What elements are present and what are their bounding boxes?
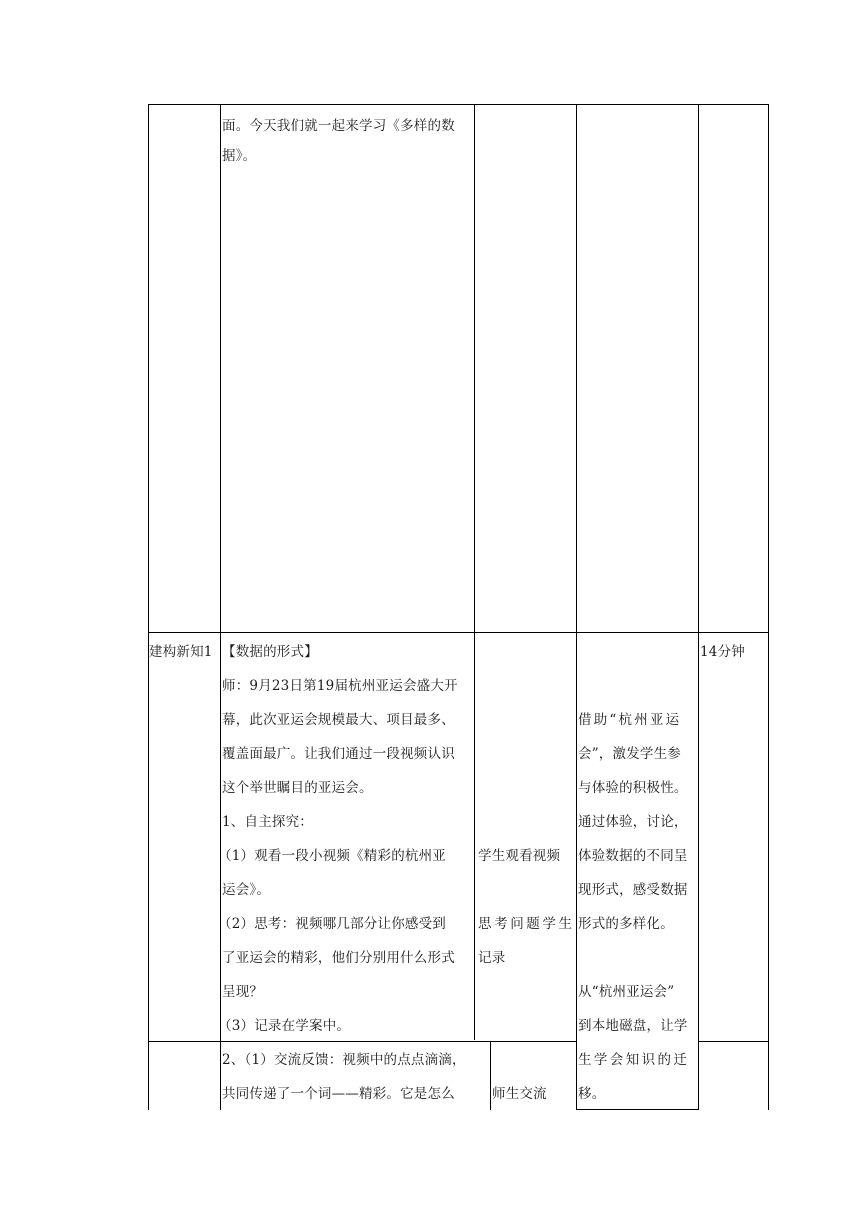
text-line: 覆盖面最广。让我们通过一段视频认识 — [222, 746, 455, 762]
row-divider-1 — [148, 632, 769, 633]
text-line: 体验数据的不同呈 — [578, 848, 688, 864]
table-divider-1 — [220, 104, 221, 1110]
table-divider-3 — [576, 104, 577, 1110]
table-border-top — [148, 104, 769, 105]
text-line: 记录 — [478, 950, 506, 966]
text-line: 师生交流 — [492, 1086, 547, 1102]
text-line: 2、（1）交流反馈：视频中的点点滴滴， — [222, 1052, 466, 1068]
text-line: 会”，激发学生参 — [578, 746, 682, 762]
text-line: （1）观看一段小视频《精彩的杭州亚 — [218, 848, 446, 864]
table-border-left — [148, 104, 149, 1110]
table-divider-2b — [490, 1042, 491, 1110]
text-line: 师：9月23日第19届杭州亚运会盛大开 — [222, 678, 458, 694]
text-line: 面。今天我们就一起来学习《多样的数 — [222, 118, 455, 134]
text-line: 学生观看视频 — [478, 848, 561, 864]
text-line: 形式的多样化。 — [578, 916, 674, 932]
text-line: 幕，此次亚运会规模最大、项目最多、 — [222, 712, 455, 728]
text-line: 移。 — [578, 1086, 606, 1102]
text-line: 运会》。 — [222, 882, 271, 898]
row-divider-2-right — [698, 1041, 769, 1042]
text-line: 生学会知识的迁 — [578, 1052, 690, 1068]
text-line: 这个举世瞩目的亚运会。 — [222, 780, 373, 796]
table-border-right — [768, 104, 769, 1110]
text-line: 现形式，感受数据 — [578, 882, 688, 898]
text-line: 据》。 — [222, 148, 257, 164]
intent-box-bottom — [576, 1109, 699, 1110]
row-divider-2-left — [148, 1041, 576, 1042]
text-line: 共同传递了一个词——精彩。它是怎么 — [222, 1086, 455, 1102]
text-line: 通过体验，讨论， — [578, 814, 688, 830]
table-divider-2 — [474, 104, 475, 1040]
text-line: （3）记录在学案中。 — [218, 1018, 351, 1034]
phase-label: 建构新知1 — [149, 644, 213, 660]
text-line: 呈现？ — [222, 984, 264, 1000]
text-line: 1、自主探究： — [222, 814, 313, 830]
text-line: 与体验的积极性。 — [578, 780, 688, 796]
time-label: 14分钟 — [700, 644, 745, 660]
text-line: 到本地磁盘，让学 — [578, 1018, 688, 1034]
text-line: 思考问题学生 — [478, 916, 575, 932]
text-line: （2）思考：视频哪几部分让你感受到 — [218, 916, 446, 932]
text-line: 了亚运会的精彩，他们分别用什么形式 — [222, 950, 455, 966]
text-line: 借助“杭州亚运 — [578, 712, 682, 728]
table-divider-4 — [698, 104, 699, 1110]
section-heading: 【数据的形式】 — [222, 644, 318, 660]
text-line: 从“杭州亚运会” — [578, 984, 675, 1000]
